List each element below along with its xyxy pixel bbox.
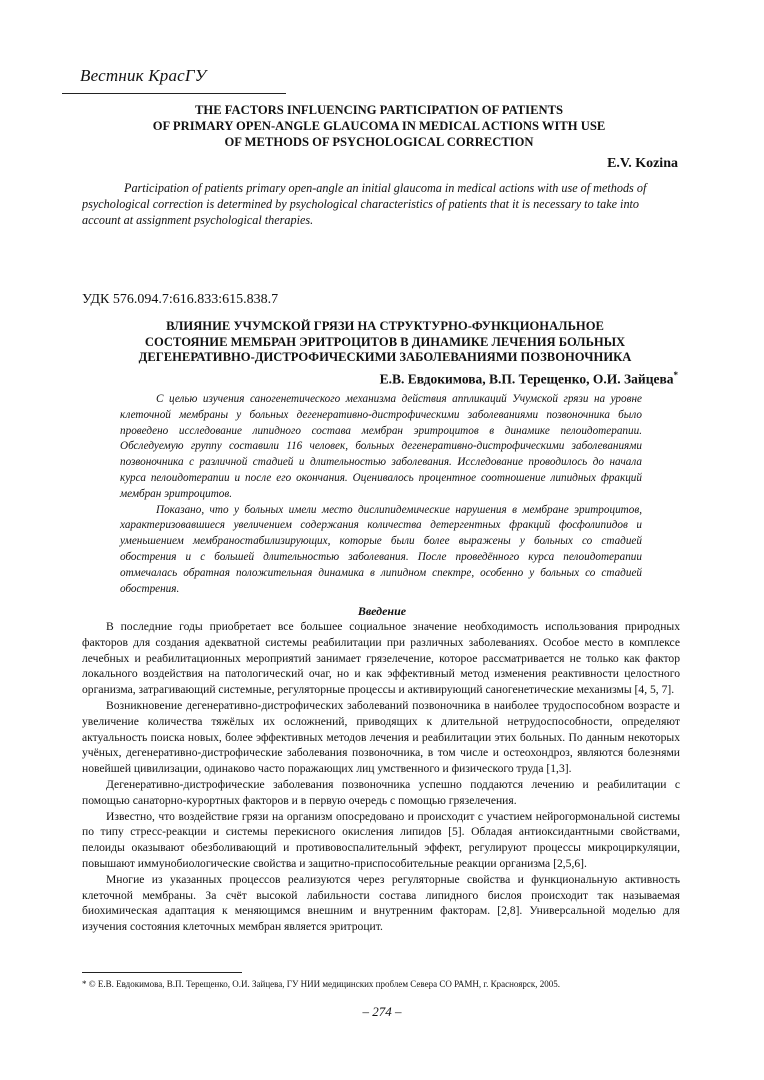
footnote-rule — [82, 972, 242, 973]
abstract-paragraph: С целью изучения саногенетического механизма действия аппликаций Учумской грязи на уровне клеточной мембраны у больных дегенеративно-дистрофическими заболеваниями позвоночника было проведено исследование липидного состава мембран эритроцитов в динамике пелоидотерапии. Обследуемую группу составили 116 человек, больных дегенеративно-дистрофическими заболеваниями позвоночника с различной стадией и длительностью заболевания. Исследование проводилось до начала курса пелоидотерапии и после его окончания. Оценивалось процентное соотношение липидных фракций мембран эритроцитов. — [120, 393, 642, 500]
body-paragraph: В последние годы приобретает все большее социальное значение необходимость использования природных факторов для создания адекватной системы реабилитации при различных заболеваниях. Особое место в комплексе лечебных и реабилитационных мероприятий занимает грязелечение, которое рассматривается не только как фактор локального воздействия на патологический очаг, но и как эффективный метод изменения реактивности целостного организма, затрагивающий системные, регуляторные процессы и активирующий саногенетические механизмы [4, 5, 7]. — [82, 620, 680, 697]
english-abstract: Participation of patients primary open-angle an initial glaucoma in medical actions with use of methods of psychological correction is determined by psychological characteristics of patients that it is necessary to take into account at assignment psychological therapies. — [82, 181, 647, 227]
english-title-line: OF METHODS OF PSYCHOLOGICAL CORRECTION — [224, 135, 534, 149]
russian-title-line: ВЛИЯНИЕ УЧУМСКОЙ ГРЯЗИ НА СТРУКТУРНО-ФУНКЦИОНАЛЬНОЕ — [166, 319, 604, 333]
english-title-line: THE FACTORS INFLUENCING PARTICIPATION OF PATIENTS — [195, 103, 563, 117]
footnote: * © Е.В. Евдокимова, В.П. Терещенко, О.И. Зайцева, ГУ НИИ медицинских проблем Севера СО РАМН, г. Красноярск, 2005. — [82, 979, 561, 989]
body-paragraph: Многие из указанных процессов реализуются через регуляторные свойства и функциональную активность клеточной мембраны. За счёт высокой лабильности состава липидного бислоя происходит так называемая биохимическая адаптация к меняющимся внешним и внутренним факторам. [2,8]. Универсальной моделью для изучения состояния клеточных мембран является эритроцит. — [82, 872, 680, 934]
russian-title-line: СОСТОЯНИЕ МЕМБРАН ЭРИТРОЦИТОВ В ДИНАМИКЕ ЛЕЧЕНИЯ БОЛЬНЫХ — [144, 334, 626, 349]
body-text — [82, 619, 680, 935]
udc-code: УДК 576.094.7:616.833:615.838.7 — [82, 292, 279, 307]
body-paragraph: Дегенеративно-дистрофические заболевания позвоночника успешно поддаются лечению и реабилитации с помощью санаторно-курортных факторов и в первую очередь с помощью грязелечения. — [82, 777, 680, 807]
intro-heading: Введение — [357, 604, 407, 618]
russian-authors — [380, 370, 678, 388]
journal-header: Вестник КрасГУ — [80, 66, 207, 85]
abstract-paragraph: Показано, что у больных имели место дислипидемические нарушения в мембране эритроцитов, характеризовавшиеся увеличением содержания количества детергентных фракций фосфолипидов и уменьшением мембраностабилизирующих, которые были более выражены у больных со стадией обострения и с большей длительностью заболевания. После проведённого курса пелоидотерапии отмечалась обратная положительная динамика в липидном спектре, особенно у больных со стадией обострения. — [120, 503, 642, 595]
footnote-mark: * — [673, 370, 678, 380]
body-paragraph: Возникновение дегенеративно-дистрофических заболеваний позвоночника в наиболее трудоспособном возрасте и увеличение количества тяжёлых их осложнений, приводящих к длительной нетрудоспособности, определяют актуальность поиска новых, более эффективных методов лечения и реабилитации этих больных. По данным некоторых учёных, дегенеративно-дистрофические заболевания позвоночника, в том числе и остеохондроз, являются болезнями новейшей цивилизации, одинаково часто поражающих лиц умственного и физического труда [1,3]. — [82, 698, 680, 776]
english-author: E.V. Kozina — [607, 156, 678, 171]
page-number: – 274 – — [362, 1004, 402, 1019]
english-title-line: OF PRIMARY OPEN-ANGLE GLAUCOMA IN MEDICAL ACTIONS WITH USE — [152, 119, 606, 133]
russian-title-line: ДЕГЕНЕРАТИВНО-ДИСТРОФИЧЕСКИМИ ЗАБОЛЕВАНИЯМИ ПОЗВОНОЧНИКА — [138, 350, 632, 364]
header-rule — [62, 93, 286, 94]
english-title — [120, 102, 638, 150]
russian-abstract — [120, 392, 642, 597]
body-paragraph: Известно, что воздействие грязи на организм опосредовано и происходит с участием нейрогормональной системы по типу стресс-реакции и системы перекисного окисления липидов [5]. Обладая антиоксидантными свойствами, пелоиды оказывают обезболивающий и противовоспалительный эффект, регулируют процессы микроциркуляции, повышают иммунобиологические свойства и защитно-приспособительные реакции организма [2,5,6]. — [82, 809, 680, 870]
authors-names: Е.В. Евдокимова, В.П. Терещенко, О.И. Зайцева — [379, 371, 674, 387]
russian-title — [130, 319, 640, 366]
